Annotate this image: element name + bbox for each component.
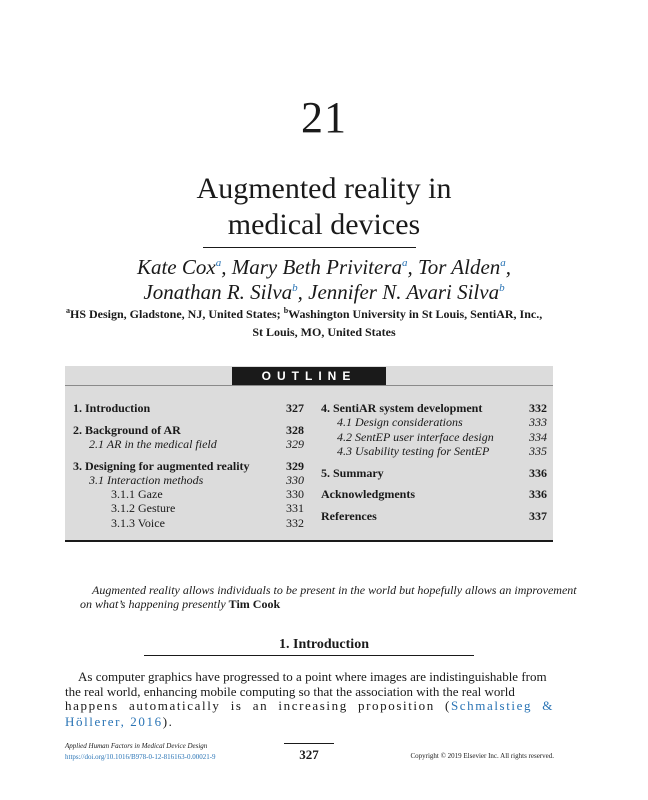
toc-entry-label: Acknowledgments bbox=[321, 487, 416, 501]
toc-entry[interactable] bbox=[73, 459, 304, 474]
authors-line-1: Kate Cox$^a$, Mary Beth Privitera$^a$, Tor Alden$^a$, bbox=[136, 255, 512, 279]
toc-entry[interactable] bbox=[321, 415, 547, 430]
footer-page-number: 327 bbox=[299, 747, 319, 762]
affiliations-line-2: St Louis, MO, United States bbox=[252, 325, 396, 339]
footer-copyright: Copyright © 2019 Elsevier Inc. All rights reserved. bbox=[410, 752, 554, 760]
author-name: Kate Cox bbox=[136, 255, 216, 279]
toc-entry-page: 328 bbox=[286, 423, 304, 437]
affiliation-mark: b bbox=[283, 306, 289, 315]
toc-entry-page: 337 bbox=[529, 509, 547, 523]
author-name: Mary Beth Privitera bbox=[231, 255, 402, 279]
toc-entry-label: 2. Background of AR bbox=[73, 423, 181, 437]
affiliations-line-1 bbox=[66, 306, 586, 322]
author-name: Tor Alden bbox=[418, 255, 501, 279]
citation-link[interactable]: Schmalstieg & Höllerer, 2016 bbox=[65, 698, 555, 729]
toc-entry[interactable] bbox=[73, 401, 304, 416]
body-text-line bbox=[65, 698, 554, 730]
affiliation-mark: a bbox=[66, 306, 70, 315]
toc-entry-page: 330 bbox=[286, 473, 304, 487]
author-affiliation-mark[interactable]: a bbox=[402, 257, 408, 269]
epigraph-line-1: Augmented reality allows individuals to be present in the world but hopefully allows an improvement bbox=[92, 583, 577, 597]
author-name: Jonathan R. Silva bbox=[143, 280, 293, 304]
toc-entry[interactable] bbox=[73, 487, 304, 502]
epigraph-line-2 bbox=[80, 597, 280, 612]
chapter-title-line-1: Augmented reality in bbox=[196, 172, 452, 205]
chapter-number: 21 bbox=[301, 93, 347, 142]
toc-entry[interactable] bbox=[73, 516, 304, 531]
footer-rule bbox=[284, 743, 334, 744]
toc-entry-page: 332 bbox=[529, 401, 547, 415]
outline-top-rule bbox=[65, 385, 553, 386]
toc-entry-page: 330 bbox=[286, 487, 304, 501]
toc-entry-label: 4.2 SentEP user interface design bbox=[337, 430, 494, 444]
outline-bottom-rule bbox=[65, 540, 553, 542]
toc-entry[interactable] bbox=[321, 466, 547, 481]
toc-entry[interactable] bbox=[321, 444, 547, 459]
toc-entry-label: 4.1 Design considerations bbox=[337, 415, 463, 429]
toc-entry-label: 4. SentiAR system development bbox=[321, 401, 483, 415]
toc-entry-label: 1. Introduction bbox=[73, 401, 151, 415]
author-affiliation-mark[interactable]: a bbox=[215, 257, 222, 269]
toc-entry[interactable] bbox=[73, 437, 304, 452]
toc-entry-label: 3.1.2 Gesture bbox=[111, 501, 176, 515]
toc-entry-page: 335 bbox=[529, 444, 547, 458]
epigraph-text: on what’s happening presently bbox=[80, 597, 226, 611]
toc-entry-page: 327 bbox=[286, 401, 304, 415]
toc-entry[interactable] bbox=[73, 473, 304, 488]
body-text: ). bbox=[162, 714, 174, 729]
author-affiliation-mark[interactable]: a bbox=[500, 257, 506, 269]
toc-entry-label: References bbox=[321, 509, 377, 523]
title-rule bbox=[203, 247, 416, 248]
toc-entry-label: 3.1.1 Gaze bbox=[111, 487, 163, 501]
chapter-title-line-2: medical devices bbox=[227, 208, 421, 241]
toc-entry-label: 4.3 Usability testing for SentEP bbox=[337, 444, 490, 458]
outline-header: OUTLINE bbox=[232, 367, 386, 385]
toc-entry-label: 2.1 AR in the medical field bbox=[89, 437, 217, 451]
affiliation-a: HS Design, Gladstone, NJ, United States; bbox=[70, 307, 281, 321]
footer-book-title: Applied Human Factors in Medical Device Design bbox=[65, 742, 208, 750]
footer-doi-link[interactable]: https://doi.org/10.1016/B978-0-12-816163-0.00021-9 bbox=[65, 753, 216, 761]
toc-entry[interactable] bbox=[321, 509, 547, 524]
body-text: ( bbox=[434, 698, 451, 713]
authors-line-2: Jonathan R. Silva$^b$, Jennifer N. Avari Silva$^b$ bbox=[143, 280, 505, 304]
toc-entry-page: 336 bbox=[529, 466, 547, 480]
author-name: Jennifer N. Avari Silva bbox=[308, 280, 500, 304]
toc-entry-label: 3.1.3 Voice bbox=[111, 516, 165, 530]
toc-entry-page: 329 bbox=[286, 437, 304, 451]
author-affiliation-mark[interactable]: b bbox=[292, 282, 298, 294]
toc-entry-page: 329 bbox=[286, 459, 304, 473]
toc-entry-page: 336 bbox=[529, 487, 547, 501]
toc-entry-label: 5. Summary bbox=[321, 466, 384, 480]
toc-entry[interactable] bbox=[321, 401, 547, 416]
toc-entry-label: 3.1 Interaction methods bbox=[89, 473, 204, 487]
toc-entry-page: 332 bbox=[286, 516, 304, 530]
toc-entry-page: 331 bbox=[286, 501, 304, 515]
body-text-line: As computer graphics have progressed to a point where images are indistinguishable from bbox=[78, 669, 547, 684]
author-affiliation-mark[interactable]: b bbox=[499, 282, 505, 294]
epigraph-author: Tim Cook bbox=[228, 597, 281, 611]
toc-entry[interactable] bbox=[321, 487, 547, 502]
section-heading: 1. Introduction bbox=[279, 637, 369, 652]
body-text: happens automatically is an increasing proposition bbox=[65, 698, 435, 713]
toc-entry-page: 333 bbox=[529, 415, 547, 429]
affiliation-b: Washington University in St Louis, SentiAR, Inc., bbox=[288, 307, 543, 321]
toc-entry[interactable] bbox=[73, 423, 304, 438]
toc-entry[interactable] bbox=[321, 430, 547, 445]
section-rule bbox=[144, 655, 474, 656]
toc-entry-page: 334 bbox=[529, 430, 547, 444]
toc-entry[interactable] bbox=[73, 501, 304, 516]
body-text-line: the real world, enhancing mobile computing so that the association with the real world bbox=[65, 684, 515, 699]
toc-entry-label: 3. Designing for augmented reality bbox=[73, 459, 250, 473]
